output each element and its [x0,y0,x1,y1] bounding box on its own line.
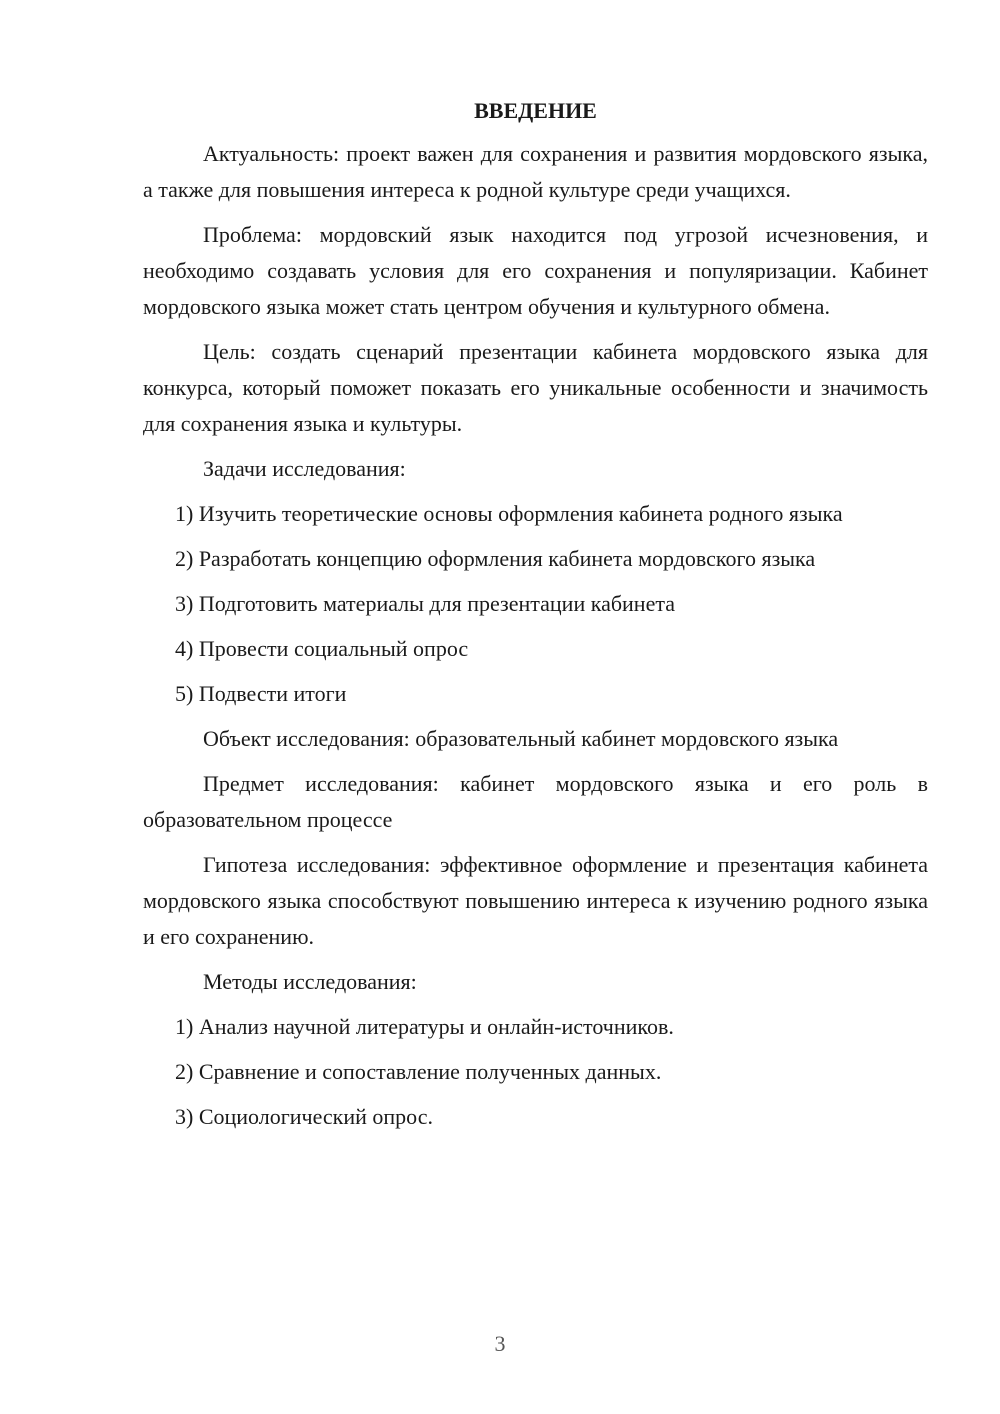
document-page [143,93,928,1144]
list-item: 1) Изучить теоретические основы оформления кабинета родного языка [175,501,843,526]
list-item: 2) Разработать концепцию оформления кабинета мордовского языка [175,546,816,571]
object-paragraph: Объект исследования: образовательный кабинет мордовского языка [203,726,839,751]
section-title: ВВЕДЕНИЕ [474,98,597,123]
subject-paragraph: Предмет исследования: кабинет мордовского языка и его роль в образовательном процессе [143,771,928,832]
list-item: 5) Подвести итоги [175,681,347,706]
tasks-heading: Задачи исследования: [203,456,406,481]
hypothesis-paragraph: Гипотеза исследования: эффективное оформление и презентация кабинета мордовского языка способствуют повышению интереса к изучению родного языка и его сохранению. [143,852,928,949]
tasks-list [143,496,928,712]
methods-list [143,1009,928,1135]
list-item: 1) Анализ научной литературы и онлайн-источников. [175,1014,674,1039]
methods-heading: Методы исследования: [203,969,417,994]
relevance-paragraph: Актуальность: проект важен для сохранения и развития мордовского языка, а также для повышения интереса к родной культуре среди учащихся. [143,141,928,202]
list-item: 2) Сравнение и сопоставление полученных данных. [175,1059,662,1084]
page-number: 3 [494,1331,506,1356]
list-item: 3) Подготовить материалы для презентации кабинета [175,591,675,616]
goal-paragraph: Цель: создать сценарий презентации кабинета мордовского языка для конкурса, который поможет показать его уникальные особенности и значимость для сохранения языка и культуры. [143,339,928,436]
problem-paragraph: Проблема: мордовский язык находится под угрозой исчезновения, и необходимо создавать условия для его сохранения и популяризации. Кабинет мордовского языка может стать центром обучения и культурного обмена. [143,222,928,319]
list-item: 3) Социологический опрос. [175,1104,433,1129]
list-item: 4) Провести социальный опрос [175,636,469,661]
